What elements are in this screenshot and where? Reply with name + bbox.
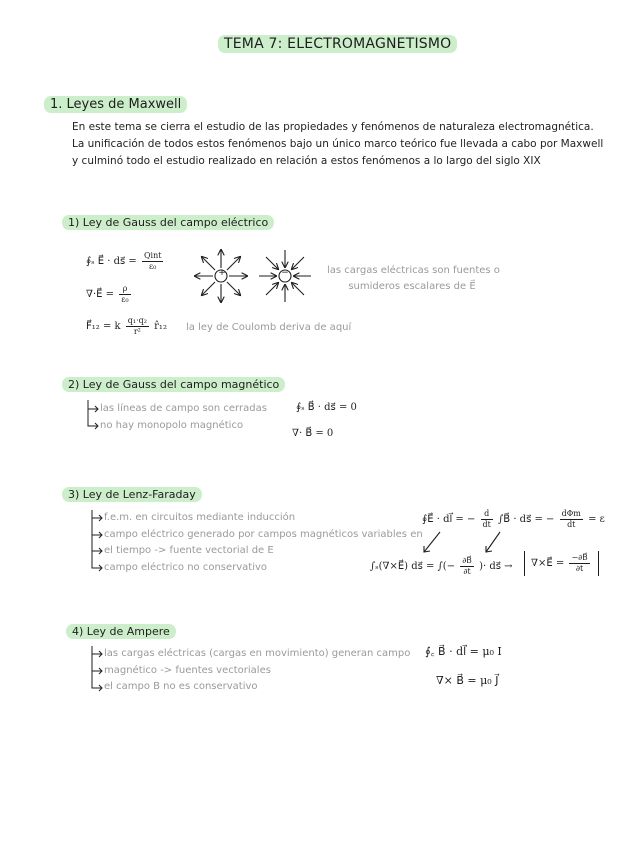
paragraph-line: y culminó todo el estudio realizado en relación a estos fenómenos a lo largo del siglo XIX [72,155,541,167]
ampere-items [104,646,410,696]
bracket-arrows [90,510,104,574]
equation-ampere-integral: ∮꜀ B⃗ · dl⃗ = μ₀ I [425,645,502,658]
numerator: d [481,509,493,520]
negative-charge-symbol: − [281,268,289,278]
derivation-arrows [400,530,510,556]
fraction [119,284,130,305]
fraction [481,509,493,530]
list-item: magnético -> fuentes vectoriales [104,664,271,676]
equation-text: ∫ₛ(∇×E⃗) ds⃗ = ∫(− [370,561,456,572]
numerator: −∂B⃗ [571,553,588,562]
equation-text: ∫B⃗ · ds⃗ = − [498,514,555,525]
numerator: ∂B⃗ [462,556,472,565]
equation-text: F⃗₁₂ = k [86,321,121,332]
list-item: campo eléctrico no conservativo [104,561,268,573]
numerator: dΦm [561,509,581,518]
note-line: las cargas eléctricas son fuentes o [327,265,500,276]
list-item: f.e.m. en circuitos mediante inducción [104,512,296,523]
gauss-magnetic-items [100,401,267,434]
denominator: ε₀ [121,295,129,304]
paragraph-line: La unificación de todos estos fenómenos bajo un único marco teórico fue llevada a cabo por Maxwell [72,138,604,150]
equation-ampere-differential: ∇× B⃗ = μ₀ J⃗ [436,674,499,687]
equation-gauss-differential [86,284,133,305]
equation-text: r̂₁₂ [154,321,167,332]
bracket-arrows [86,400,100,430]
section-heading-maxwell: 1. Leyes de Maxwell [44,96,187,113]
equation-faraday-integral [422,509,605,530]
paragraph-line: En este tema se cierra el estudio de las propiedades y fenómenos de naturaleza electromagnética. [72,121,594,133]
fraction [142,251,163,272]
equation-faraday-stokes [370,556,513,577]
subheading-faraday: 3) Ley de Lenz-Faraday [62,487,202,502]
list-item: las cargas eléctricas (cargas en movimiento) generan campo [104,648,411,659]
subheading-ampere: 4) Ley de Ampere [66,624,176,639]
equation-gauss-b-integral: ∮ₛ B⃗ · ds⃗ = 0 [296,402,357,413]
fraction [126,316,149,337]
equation-text: = ε [588,514,605,525]
fraction [460,556,474,577]
denominator: ∂t [463,567,471,576]
positive-charge-symbol: + [218,268,226,278]
equation-gauss-integral [86,251,165,272]
coulomb-note: la ley de Coulomb deriva de aquí [186,322,352,333]
subheading-gauss-magnetic: 2) Ley de Gauss del campo magnético [62,377,285,392]
fraction [560,509,583,530]
equation-text: ∮E⃗ · dl⃗ = − [422,514,476,525]
bracket-arrows [90,646,104,694]
numerator: ρ [119,284,130,295]
numerator: q₁·q₂ [127,316,147,325]
denominator: r² [133,327,141,336]
denominator: dt [482,520,491,529]
list-item: las líneas de campo son cerradas [100,403,267,414]
denominator: dt [567,520,576,529]
equation-text: ∮ₛ E⃗ · ds⃗ = [86,256,137,267]
equation-text: ∇×E⃗ = [531,558,565,569]
intro-paragraph [72,119,603,170]
equation-gauss-b-differential: ∇· B⃗ = 0 [292,428,334,439]
equation-faraday-differential [524,551,599,576]
fraction [569,553,589,574]
equation-coulomb [86,316,167,337]
equation-text: ∇·E⃗ = [86,289,115,300]
sources-note [327,263,500,295]
page-title: TEMA 7: ELECTROMAGNETISMO [218,35,457,53]
list-item: el campo B no es conservativo [104,681,258,692]
list-item: campo eléctrico generado por campos magnéticos variables en [104,528,423,540]
denominator: ε₀ [149,262,157,271]
list-item: no hay monopolo magnético [100,419,244,431]
subheading-gauss-electric: 1) Ley de Gauss del campo eléctrico [62,215,274,230]
note-line: sumideros escalares de E⃗ [348,281,476,292]
equation-text: )· ds⃗ → [479,561,513,572]
list-item: el tiempo -> fuente vectorial de E [104,545,274,556]
denominator: ∂t [575,564,584,573]
numerator: Qint [143,251,162,260]
